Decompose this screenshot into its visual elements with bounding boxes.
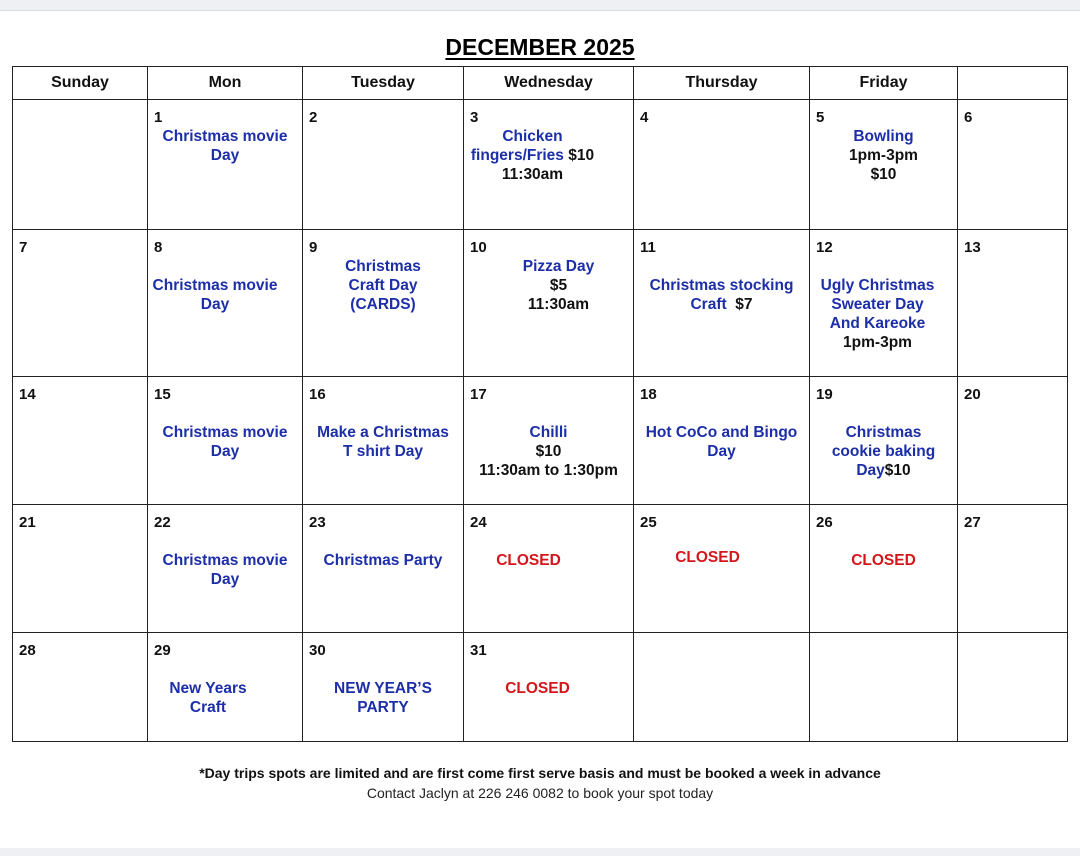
event-line-text: Christmas movie xyxy=(162,128,288,145)
date-number: 6 xyxy=(964,109,973,126)
event-text xyxy=(303,551,463,570)
event-line-text: Day xyxy=(856,462,885,479)
event-line xyxy=(131,698,285,717)
event-line xyxy=(810,423,957,442)
event-line xyxy=(453,679,622,698)
day-cell xyxy=(464,377,634,505)
event-line-text: Christmas stocking xyxy=(649,277,794,294)
event-line-text: Christmas movie xyxy=(162,424,288,441)
event-line-text: Day xyxy=(707,443,736,460)
event-line xyxy=(303,423,463,442)
week-row xyxy=(13,377,1068,505)
event-line xyxy=(804,314,951,333)
event-text xyxy=(810,127,957,184)
event-text xyxy=(453,679,622,698)
event-text xyxy=(634,423,809,461)
date-number: 20 xyxy=(964,386,981,403)
event-line-text: Christmas movie xyxy=(162,552,288,569)
event-line xyxy=(474,276,643,295)
day-cell xyxy=(810,100,958,230)
day-cell xyxy=(13,100,148,230)
date-number: 17 xyxy=(470,386,487,403)
date-number: 3 xyxy=(470,109,479,126)
day-cell xyxy=(303,633,464,742)
event-line xyxy=(303,276,463,295)
header-wednesday: Wednesday xyxy=(464,67,634,100)
date-number: 29 xyxy=(154,642,171,659)
event-line-text: Christmas movie xyxy=(152,277,278,294)
bottom-bar xyxy=(0,848,1080,856)
day-cell xyxy=(634,100,810,230)
event-line-text: $10 xyxy=(535,443,562,460)
day-cell xyxy=(464,230,634,377)
event-line xyxy=(148,127,302,146)
calendar-table xyxy=(12,66,1068,742)
day-cell xyxy=(13,377,148,505)
event-line-text: Christmas xyxy=(845,424,922,441)
date-number: 12 xyxy=(816,239,833,256)
event-line xyxy=(810,442,957,461)
day-cell xyxy=(958,230,1068,377)
event-line xyxy=(148,570,302,589)
event-text xyxy=(303,423,463,461)
day-cell xyxy=(464,505,634,633)
date-number: 28 xyxy=(19,642,36,659)
date-number: 21 xyxy=(19,514,36,531)
event-line xyxy=(620,548,795,567)
event-line-text: 11:30am to 1:30pm xyxy=(479,462,618,479)
date-number: 7 xyxy=(19,239,28,256)
date-number: 25 xyxy=(640,514,657,531)
event-text xyxy=(810,551,957,570)
date-number: 24 xyxy=(470,514,487,531)
day-cell xyxy=(303,100,464,230)
day-cell xyxy=(958,633,1068,742)
week-row xyxy=(13,100,1068,230)
date-number: 8 xyxy=(154,239,163,256)
event-line-text: Day xyxy=(210,147,240,164)
date-number: 2 xyxy=(309,109,318,126)
event-text xyxy=(474,257,643,314)
event-text xyxy=(148,551,302,589)
event-line-text: Day xyxy=(210,443,240,460)
date-number: 22 xyxy=(154,514,171,531)
event-line-text: PARTY xyxy=(357,699,409,716)
page-title: DECEMBER 2025 xyxy=(445,34,635,60)
event-line-text: 11:30am xyxy=(501,166,564,183)
event-text xyxy=(148,423,302,461)
event-line xyxy=(303,442,463,461)
day-cell xyxy=(13,633,148,742)
date-number: 14 xyxy=(19,386,36,403)
day-cell xyxy=(13,230,148,377)
event-line xyxy=(634,276,809,295)
day-cell xyxy=(303,377,464,505)
event-line-text: And Kareoke xyxy=(829,315,926,332)
event-line xyxy=(303,551,463,570)
date-number: 1 xyxy=(154,109,163,126)
date-number: 18 xyxy=(640,386,657,403)
event-line-text: Craft xyxy=(189,699,227,716)
event-line xyxy=(303,698,463,717)
event-line xyxy=(810,146,957,165)
date-number: 16 xyxy=(309,386,326,403)
event-line xyxy=(810,127,957,146)
weekday-header-row xyxy=(13,67,1068,100)
date-number: 5 xyxy=(816,109,825,126)
event-line-text: Christmas Party xyxy=(323,552,443,569)
event-text xyxy=(804,276,951,352)
day-cell xyxy=(634,505,810,633)
week-row xyxy=(13,230,1068,377)
header-thursday: Thursday xyxy=(634,67,810,100)
day-cell xyxy=(958,505,1068,633)
day-cell xyxy=(958,100,1068,230)
event-line-text: Ugly Christmas xyxy=(820,277,935,294)
closed-label: CLOSED xyxy=(505,680,570,697)
event-line-text: NEW YEAR’S xyxy=(334,680,432,697)
event-line xyxy=(148,551,302,570)
event-line-text: 1pm-3pm xyxy=(849,147,918,164)
header-friday: Friday xyxy=(810,67,958,100)
event-line-text: Chicken xyxy=(502,128,563,145)
date-number: 31 xyxy=(470,642,487,659)
date-number: 11 xyxy=(640,239,656,256)
header-monday: Mon xyxy=(148,67,303,100)
event-line-text: fingers/Fries xyxy=(470,147,564,164)
event-line xyxy=(448,127,617,146)
event-line xyxy=(448,146,617,165)
event-line-text: 1pm-3pm xyxy=(843,334,912,351)
week-row xyxy=(13,633,1068,742)
top-bar xyxy=(0,0,1080,11)
event-line xyxy=(804,295,951,314)
date-number: 9 xyxy=(309,239,318,256)
event-line xyxy=(634,423,809,442)
day-cell xyxy=(303,505,464,633)
event-text xyxy=(634,276,809,314)
event-line xyxy=(634,295,809,314)
event-line xyxy=(148,442,302,461)
day-cell xyxy=(148,230,303,377)
header-sunday: Sunday xyxy=(13,67,148,100)
event-text xyxy=(444,551,613,570)
date-number: 30 xyxy=(309,642,326,659)
event-line xyxy=(474,295,643,314)
event-price: $10 xyxy=(563,147,595,164)
event-line-text: Bowling xyxy=(853,128,914,145)
event-line-text: (CARDS) xyxy=(350,296,416,313)
event-line-text: 11:30am xyxy=(527,296,590,313)
day-cell xyxy=(148,633,303,742)
event-line-text: Craft xyxy=(690,296,727,313)
day-cell xyxy=(303,230,464,377)
day-cell xyxy=(148,505,303,633)
day-cell xyxy=(148,100,303,230)
event-line-text: Pizza Day xyxy=(522,258,595,275)
date-number: 4 xyxy=(640,109,649,126)
event-line xyxy=(131,679,285,698)
event-line xyxy=(303,257,463,276)
event-text xyxy=(148,127,302,165)
header-tuesday: Tuesday xyxy=(303,67,464,100)
event-line xyxy=(138,276,292,295)
event-line-text: Craft Day xyxy=(348,277,418,294)
event-line-text: Christmas xyxy=(345,258,421,275)
event-text xyxy=(303,679,463,717)
event-line xyxy=(634,442,809,461)
event-line-text: Hot CoCo and Bingo xyxy=(645,424,798,441)
day-cell xyxy=(148,377,303,505)
date-number: 23 xyxy=(309,514,326,531)
event-text xyxy=(448,127,617,184)
event-line xyxy=(138,295,292,314)
event-text xyxy=(303,257,463,314)
event-text xyxy=(138,276,292,314)
event-line-text: cookie baking xyxy=(831,443,936,460)
event-line xyxy=(448,165,617,184)
day-cell xyxy=(634,230,810,377)
event-text xyxy=(131,679,285,717)
event-text xyxy=(620,548,795,567)
event-line-text: Sweater Day xyxy=(831,296,924,313)
event-line xyxy=(804,333,951,352)
event-line xyxy=(464,423,633,442)
week-row xyxy=(13,505,1068,633)
event-line xyxy=(804,276,951,295)
event-text xyxy=(810,423,957,480)
event-line xyxy=(464,461,633,480)
event-line xyxy=(810,165,957,184)
footer-note: *Day trips spots are limited and are first come first serve basis and must be booked a week in advance xyxy=(199,765,881,781)
event-text xyxy=(464,423,633,480)
date-number: 13 xyxy=(964,239,981,256)
day-cell xyxy=(810,633,958,742)
day-cell xyxy=(634,633,810,742)
event-line xyxy=(444,551,613,570)
date-number: 26 xyxy=(816,514,833,531)
event-line-text: Day xyxy=(200,296,230,313)
event-line xyxy=(148,146,302,165)
closed-label: CLOSED xyxy=(851,552,916,569)
date-number: 27 xyxy=(964,514,981,531)
event-line xyxy=(464,442,633,461)
day-cell xyxy=(464,633,634,742)
date-number: 10 xyxy=(470,239,487,256)
event-line-text: $5 xyxy=(549,277,568,294)
event-line-text: Chilli xyxy=(529,424,568,441)
event-price: $7 xyxy=(726,296,753,313)
day-cell xyxy=(958,377,1068,505)
closed-label: CLOSED xyxy=(496,552,561,569)
event-line-text: T shirt Day xyxy=(342,443,424,460)
day-cell xyxy=(810,505,958,633)
day-cell xyxy=(810,230,958,377)
event-line-text: Make a Christmas xyxy=(317,424,449,441)
event-line-text: New Years xyxy=(169,680,247,697)
header-saturday xyxy=(958,67,1068,100)
event-line xyxy=(303,679,463,698)
day-cell xyxy=(13,505,148,633)
event-line xyxy=(810,461,957,480)
footer-contact: Contact Jaclyn at 226 246 0082 to book your spot today xyxy=(366,785,714,801)
event-line-text: $10 xyxy=(870,166,897,183)
date-number: 19 xyxy=(816,386,833,403)
closed-label: CLOSED xyxy=(675,549,740,566)
day-cell xyxy=(634,377,810,505)
event-line xyxy=(148,423,302,442)
event-line-text: Day xyxy=(210,571,240,588)
event-line xyxy=(303,295,463,314)
event-price: $10 xyxy=(884,462,911,479)
date-number: 15 xyxy=(154,386,171,403)
event-line xyxy=(810,551,957,570)
day-cell xyxy=(810,377,958,505)
event-line xyxy=(474,257,643,276)
day-cell xyxy=(464,100,634,230)
